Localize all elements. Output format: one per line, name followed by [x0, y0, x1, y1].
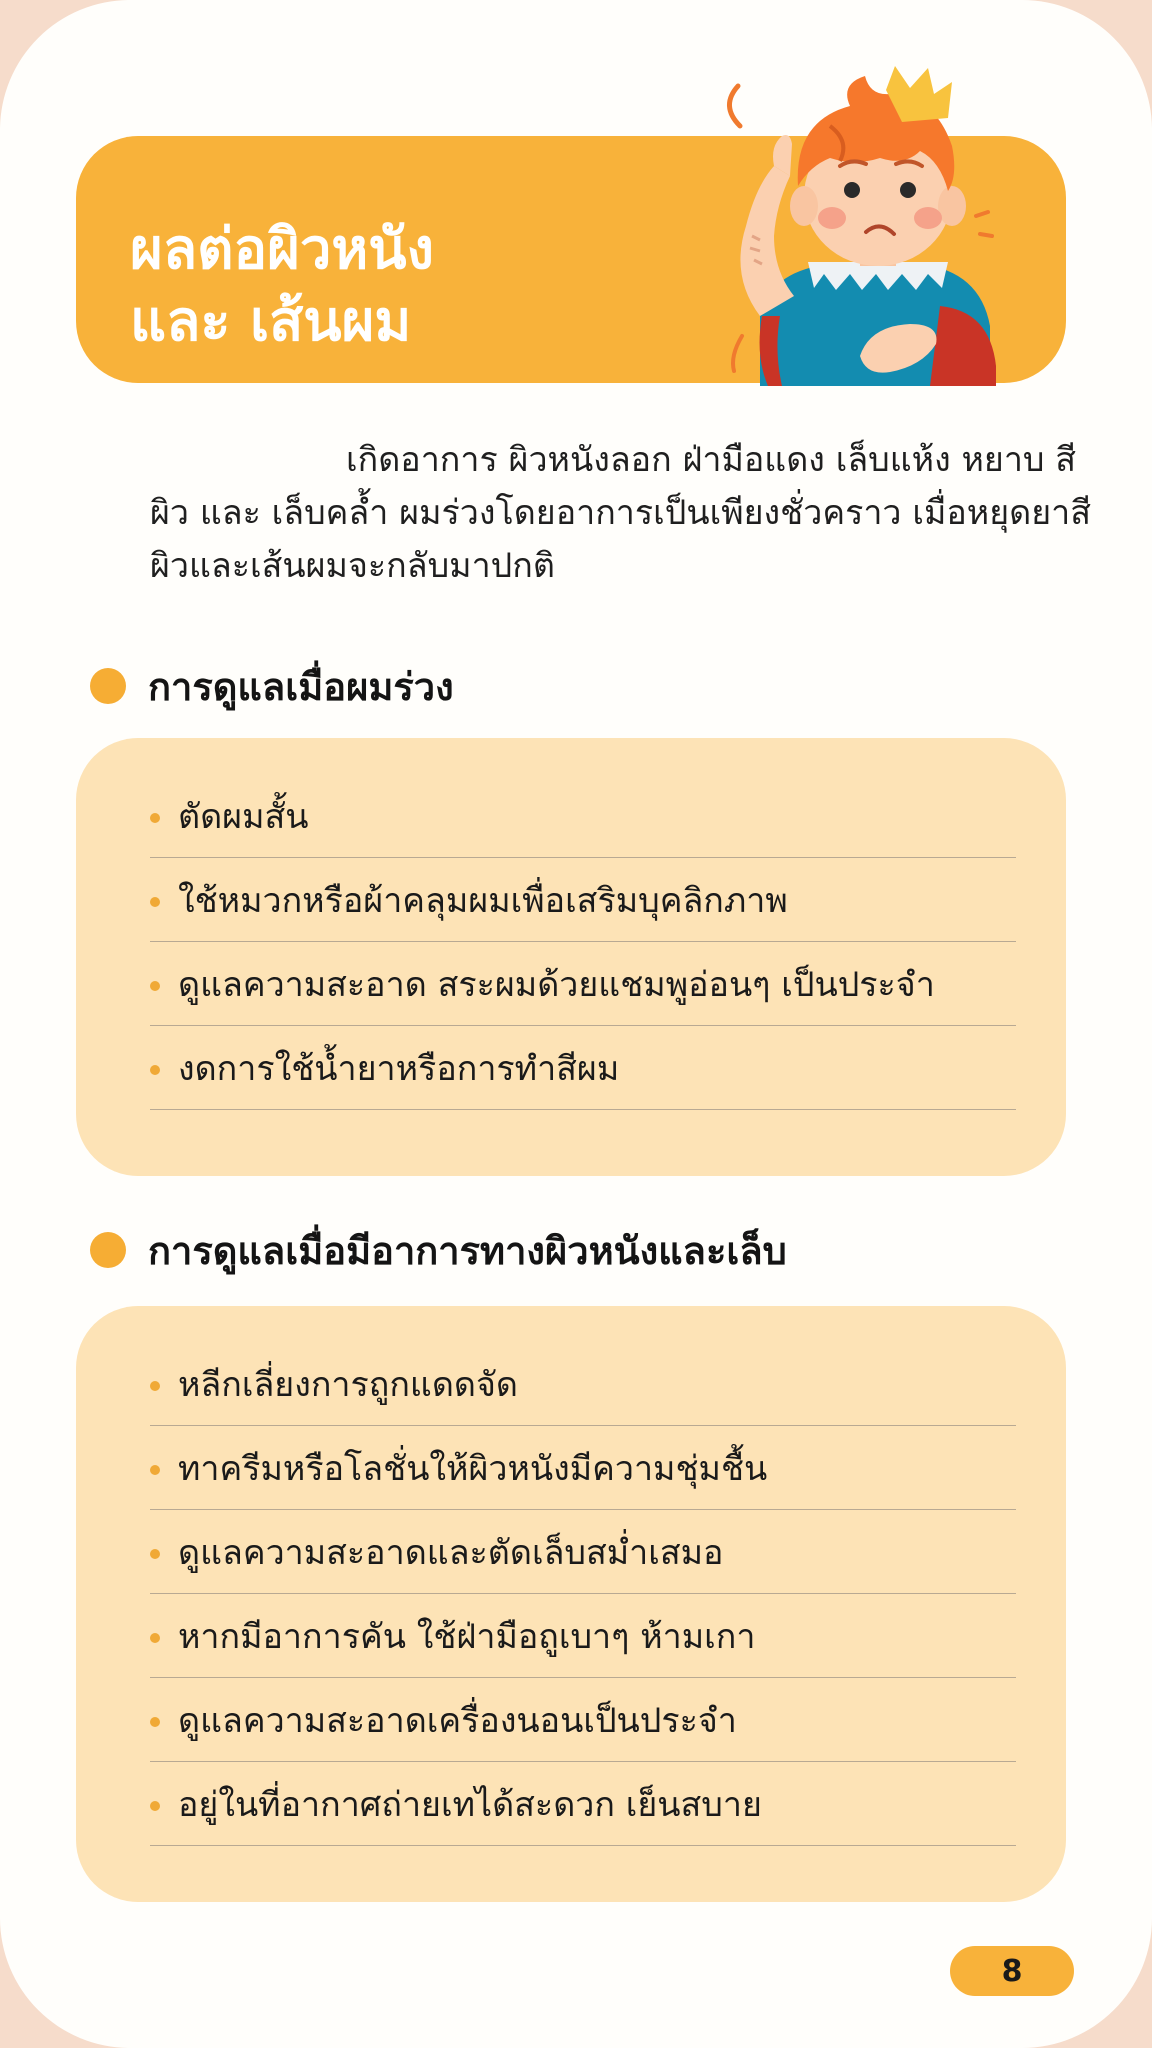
list-item: ดูแลความสะอาดและตัดเล็บสม่ำเสมอ: [150, 1510, 1016, 1594]
bullet-icon: [150, 1465, 160, 1475]
skin-nail-care-panel: [76, 1306, 1066, 1902]
list-item: ทาครีมหรือโลชั่นให้ผิวหนังมีความชุ่มชื้น: [150, 1426, 1016, 1510]
bullet-icon: [150, 1801, 160, 1811]
list-item: งดการใช้น้ำยาหรือการทำสีผม: [150, 1026, 1016, 1110]
bullet-icon: [150, 1549, 160, 1559]
page-title: [130, 214, 434, 358]
page-title-line-2: และ เส้นผม: [130, 289, 412, 354]
bullet-icon: [150, 1381, 160, 1391]
bullet-icon: [150, 981, 160, 991]
list-item: หากมีอาการคัน ใช้ฝ่ามือถูเบาๆ ห้ามเกา: [150, 1594, 1016, 1678]
list-item: ดูแลความสะอาด สระผมด้วยแชมพูอ่อนๆ เป็นประจำ: [150, 942, 1016, 1026]
list-item: ดูแลความสะอาดเครื่องนอนเป็นประจำ: [150, 1678, 1016, 1762]
section-bullet-icon: [90, 668, 126, 704]
page-number-badge: 8: [950, 1946, 1074, 1996]
section-skin-nail-care-heading: [90, 1220, 787, 1280]
page-title-line-1: ผลต่อผิวหนัง: [130, 217, 434, 282]
list-item: ตัดผมสั้น: [150, 774, 1016, 858]
hair-care-list: [150, 774, 1016, 1110]
bullet-icon: [150, 1065, 160, 1075]
intro-paragraph: เกิดอาการ ผิวหนังลอก ฝ่ามือแดง เล็บแห้ง หยาบ สีผิว และ เล็บคล้ำ ผมร่วงโดยอาการเป็นเพียงชั่วคราว เมื่อหยุดยาสีผิวและเส้นผมจะกลับมาปกติ: [150, 440, 1091, 586]
bullet-icon: [150, 1633, 160, 1643]
list-item: ใช้หมวกหรือผ้าคลุมผมเพื่อเสริมบุคลิกภาพ: [150, 858, 1016, 942]
hair-care-panel: [76, 738, 1066, 1176]
bullet-icon: [150, 1717, 160, 1727]
section-title: การดูแลเมื่อผมร่วง: [148, 664, 454, 709]
section-title: การดูแลเมื่อมีอาการทางผิวหนังและเล็บ: [148, 1228, 787, 1273]
section-bullet-icon: [90, 1232, 126, 1268]
list-item: หลีกเลี่ยงการถูกแดดจัด: [150, 1342, 1016, 1426]
skin-nail-care-list: [150, 1342, 1016, 1846]
list-item: อยู่ในที่อากาศถ่ายเทได้สะดวก เย็นสบาย: [150, 1762, 1016, 1846]
bullet-icon: [150, 897, 160, 907]
section-hair-care-heading: [90, 656, 454, 716]
bullet-icon: [150, 813, 160, 823]
worried-boy-scratching-head-icon: [690, 66, 1020, 386]
